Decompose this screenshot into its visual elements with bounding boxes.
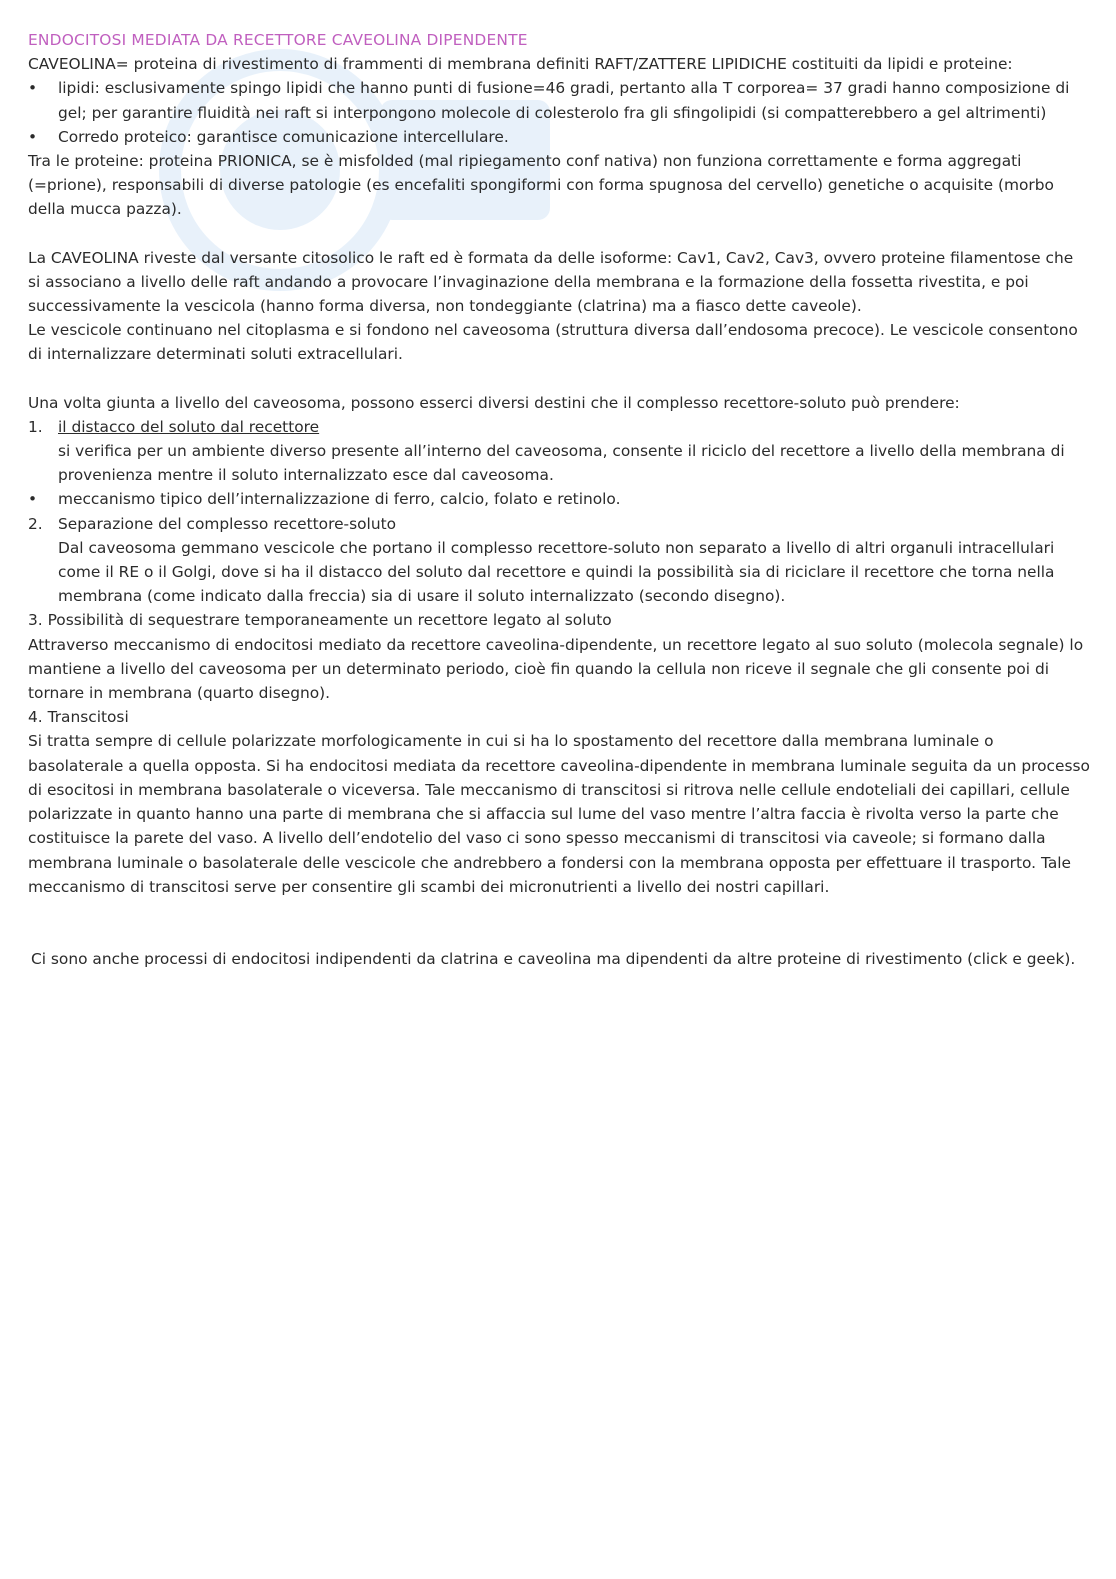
fate3-heading: 3. Possibilità di sequestrare temporaneamente un recettore legato al soluto [28,611,612,630]
fate2-heading: Separazione del complesso recettore-soluto [58,514,397,533]
bullet-text: lipidi: esclusivamente spingo lipidi che hanno punti di fusione=46 gradi, pertanto alla T corporea= 37 gradi hanno composizione di gel; per garantire fluidità nei raft si interpongono molecole di colesterolo fra gli sfingolipidi (si compatterebbero a gel altrimenti) [58,79,1070,122]
number-mark: 2. [28,514,43,533]
bullet-text: meccanismo tipico dell’internalizzazione di ferro, calcio, folato e retinolo. [58,490,621,509]
list-item [28,76,1090,124]
closing-paragraph: Ci sono anche processi di endocitosi indipendenti da clatrina e caveolina ma dipendenti da altre proteine di rivestimento (click e geek). [31,949,1076,968]
bullet-text: Corredo proteico: garantisce comunicazione intercellulare. [58,127,509,146]
number-mark: 1. [28,417,43,436]
list-item [28,487,1090,511]
list-item [28,512,1090,536]
fate-intro: Una volta giunta a livello del caveosoma, possono esserci diversi destini che il complesso recettore-soluto può prendere: [28,393,960,412]
caveolin-paragraph: La CAVEOLINA riveste dal versante citosolico le raft ed è formata da delle isoforme: Cav1, Cav2, Cav3, ovvero proteine filamentose che si associano a livello delle raft andando a provocare l’invaginazione della membrana e la formazione della fossetta rivestita, e poi successivamente la vescicola (hanno forma diversa, non tondeggiante (clatrina) ma a fiasco dette caveole). [28,248,1074,316]
prion-paragraph: Tra le proteine: proteina PRIONICA, se è misfolded (mal ripiegamento conf nativa) non funziona correttamente e forma aggregati (=prione), responsabili di diverse patologie (es encefaliti spongiformi con forma spugnosa del cervello) genetiche o acquisite (morbo della mucca pazza). [28,152,1054,219]
list-item [28,415,1090,439]
document-page [28,28,1090,971]
fate3-body: Attraverso meccanismo di endocitosi mediato da recettore caveolina-dipendente, un recettore legato al suo soluto (molecola segnale) lo mantiene a livello del caveosoma per un determinato periodo, cioè fin quando la cellula non riceve il segnale che gli consente poi di tornare in membrana (quarto disegno). [28,635,1084,703]
bullet-mark: • [28,127,38,146]
intro-paragraph: CAVEOLINA= proteina di rivestimento di frammenti di membrana definiti RAFT/ZATTERE LIPIDICHE costituiti da lipidi e proteine: [28,55,1013,74]
fate1-body: si verifica per un ambiente diverso presente all’interno del caveosoma, consente il riciclo del recettore a livello della membrana di provenienza mentre il soluto internalizzato esce dal caveosoma. [58,442,1065,485]
document-title: ENDOCITOSI MEDIATA DA RECETTORE CAVEOLINA DIPENDENTE [28,31,528,49]
vesicle-paragraph: Le vescicole continuano nel citoplasma e si fondono nel caveosoma (struttura diversa dall’endosoma precoce). Le vescicole consentono di internalizzare determinati soluti extracellulari. [28,321,1078,364]
fate2-body: Dal caveosoma gemmano vescicole che portano il complesso recettore-soluto non separato a livello di altri organuli intracellulari come il RE o il Golgi, dove si ha il distacco del soluto dal recettore e quindi la possibilità sia di riciclare il recettore che torna nella membrana (come indicato dalla freccia) sia di usare il soluto internalizzato (secondo disegno). [58,538,1055,606]
bullet-mark: • [28,490,38,509]
fate4-heading: 4. Transcitosi [28,708,129,727]
fate1-heading: il distacco del soluto dal recettore [58,417,320,436]
fate4-body: Si tratta sempre di cellule polarizzate morfologicamente in cui si ha lo spostamento del recettore dalla membrana luminale o basolaterale a quella opposta. Si ha endocitosi mediata da recettore caveolina-dipendente in membrana luminale seguita da un processo di esocitosi in membrana basolaterale o viceversa. Tale meccanismo di transcitosi si ritrova nelle cellule endoteliali dei capillari, cellule polarizzate in quanto hanno una parte di membrana che si affaccia sul lume del vaso mentre l’altra faccia è rivolta verso la parte che costituisce la parete del vaso. A livello dell’endotelio del vaso ci sono spesso meccanismi di transcitosi via caveole; si formano dalla membrana luminale o basolaterale delle vescicole che andrebbero a fondersi con la membrana opposta per effettuare il trasporto. Tale meccanismo di transcitosi serve per consentire gli scambi dei micronutrienti a livello dei nostri capillari. [28,732,1090,896]
list-item [28,125,1090,149]
bullet-mark: • [28,79,38,98]
